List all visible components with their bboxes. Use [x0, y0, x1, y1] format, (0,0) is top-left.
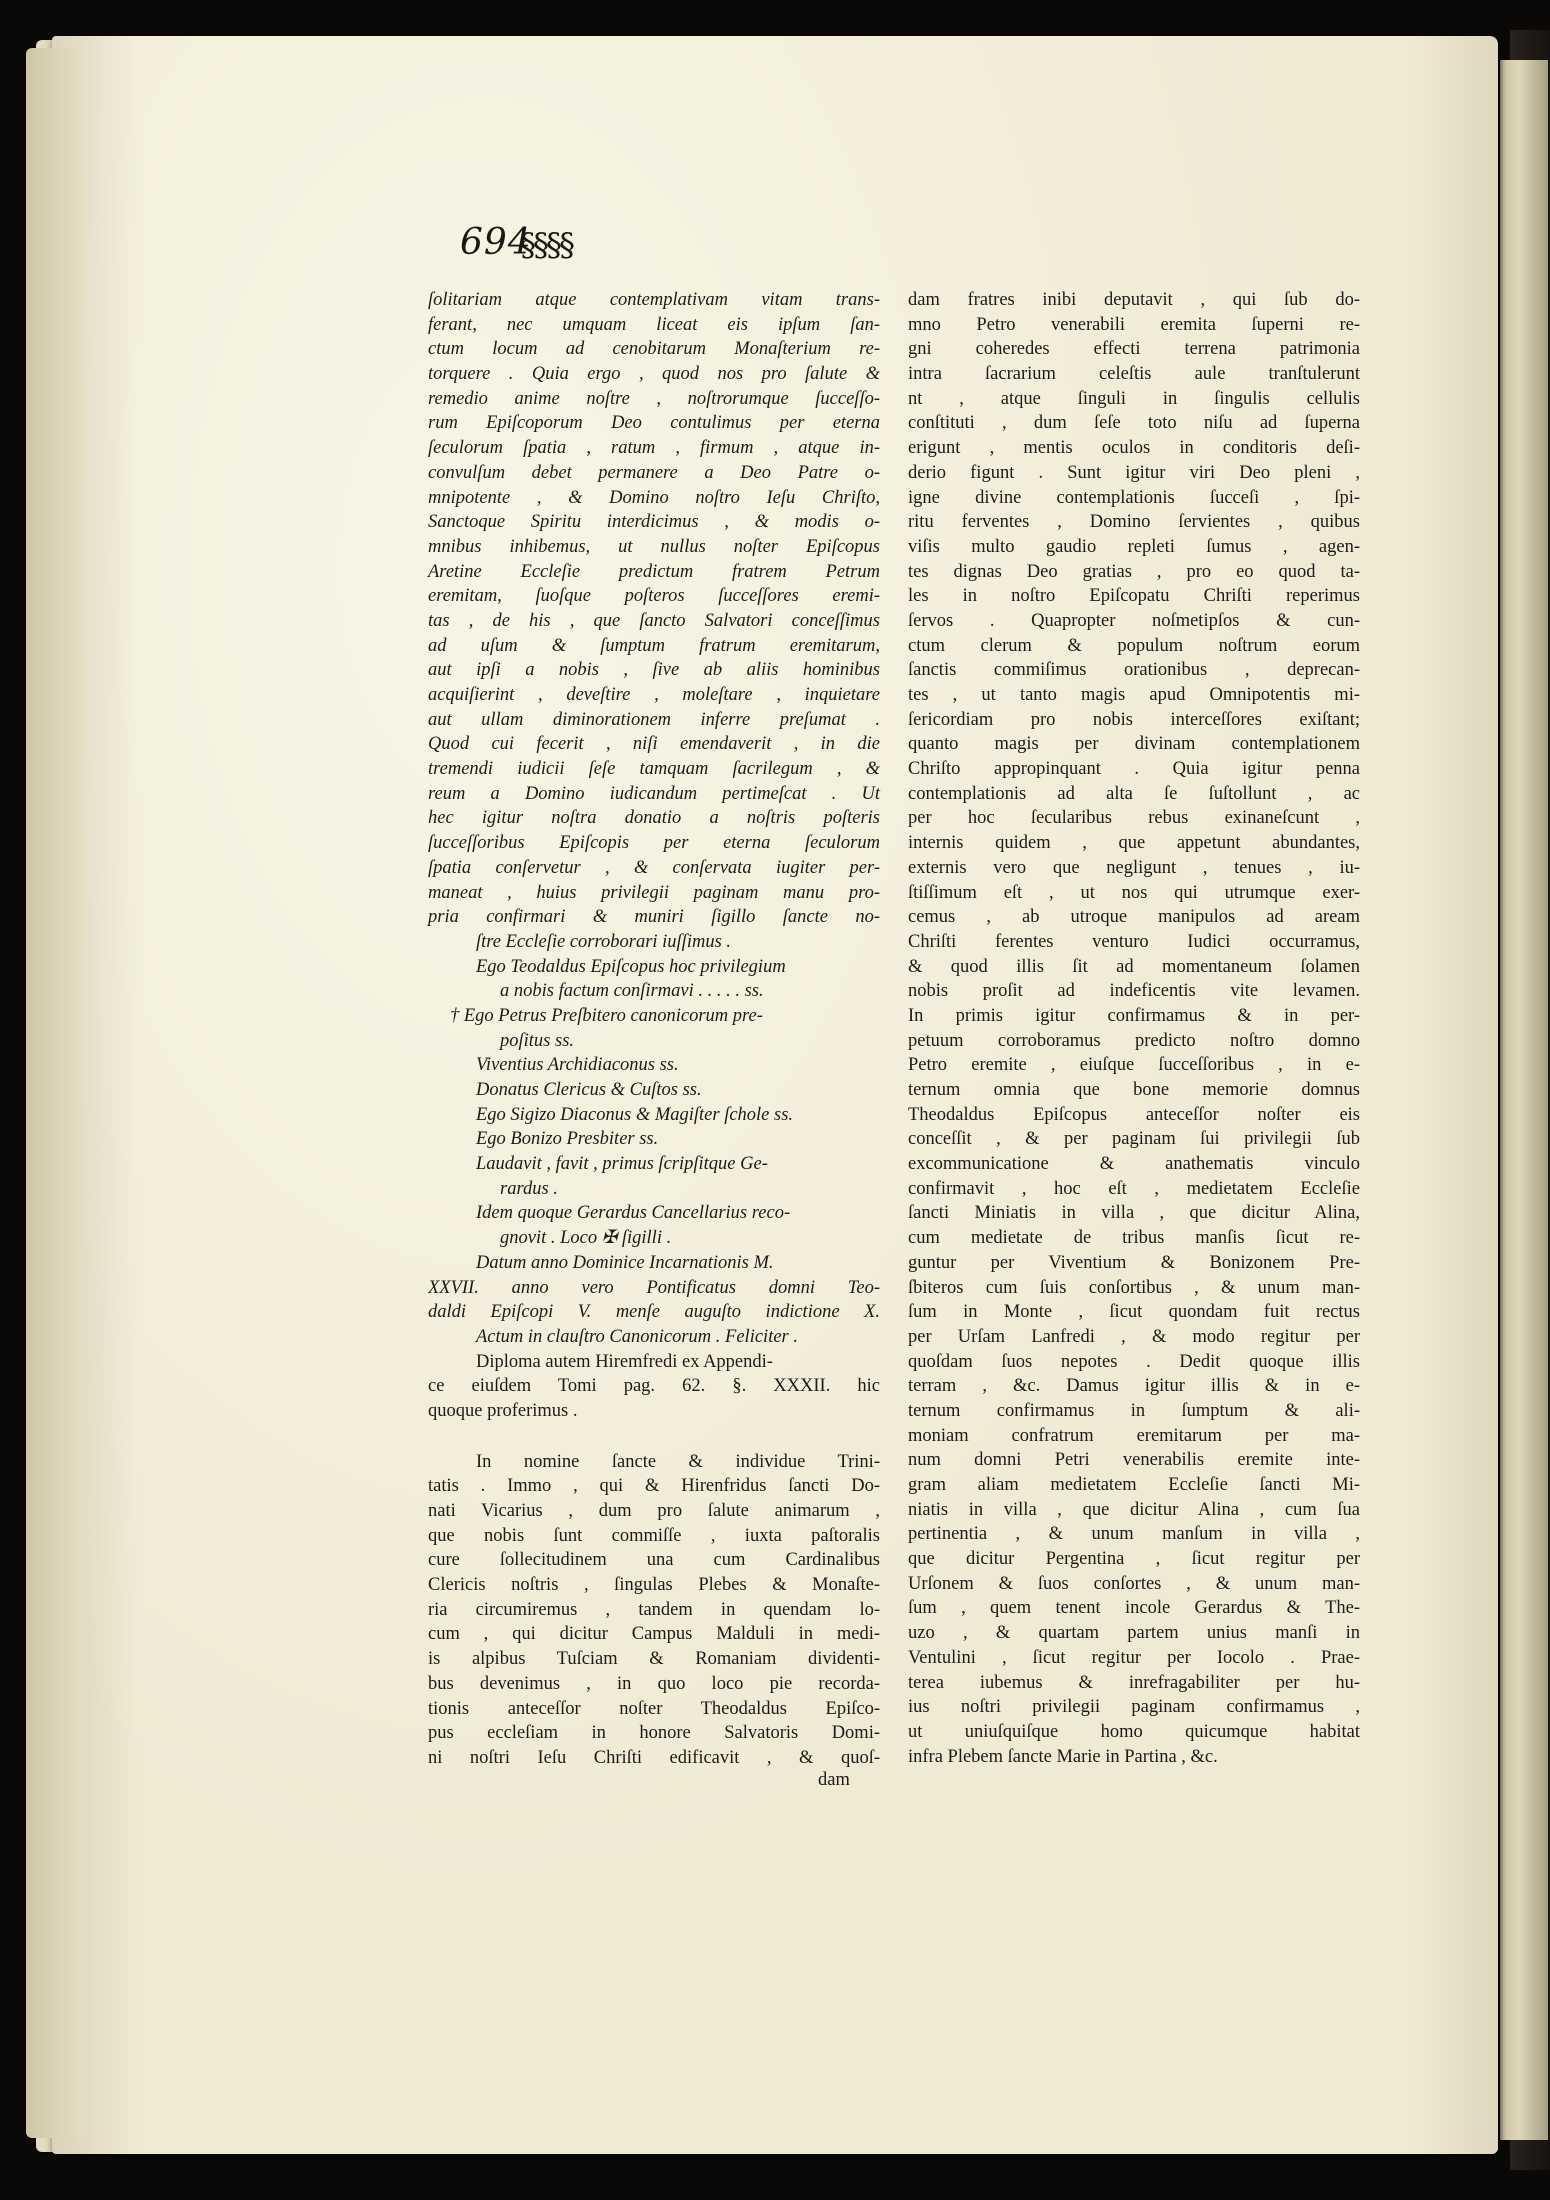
- right-column-line: quanto magis per divinam contemplationem: [908, 734, 1360, 755]
- right-column-line: terea iubemus & inrefragabiliter per hu-: [908, 1672, 1360, 1693]
- left-column-line: ſpatia conſervetur , & conſervata iugiter per-: [428, 857, 880, 878]
- right-column-line: les in noſtro Epiſcopatu Chriſti reperimus: [908, 586, 1360, 607]
- right-column-line: ius noſtri privilegii paginam confirmamus ,: [908, 1697, 1360, 1718]
- left-column-line: Ego Teodaldus Epiſcopus hoc privilegium: [476, 956, 786, 977]
- right-column-line: infra Plebem ſancte Marie in Partina , &c.: [908, 1746, 1218, 1767]
- right-column-line: niatis in villa , que dicitur Alina , cum ſua: [908, 1499, 1360, 1520]
- left-column-line: Diploma autem Hiremfredi ex Appendi-: [476, 1351, 773, 1372]
- left-column-line: ce eiuſdem Tomi pag. 62. §. XXXII. hic: [428, 1376, 880, 1397]
- left-column-line: Actum in clauſtro Canonicorum . Feliciter .: [476, 1326, 798, 1347]
- right-column-line: derio figunt . Sunt igitur viri Deo pleni ,: [908, 462, 1360, 483]
- right-column-line: cum medietate de tribus manſis ſicut re-: [908, 1228, 1360, 1249]
- right-column-line: quoſdam ſuos nepotes . Dedit quoque illis: [908, 1351, 1360, 1372]
- right-column-line: terram , &c. Damus igitur illis & in e-: [908, 1376, 1360, 1397]
- left-column-line: Laudavit , favit , primus ſcripſitque Ge-: [476, 1154, 768, 1175]
- left-column-line: † Ego Petrus Preſbitero canonicorum pre-: [450, 1005, 763, 1026]
- right-column-line: Chriſto appropinquant . Quia igitur penna: [908, 759, 1360, 780]
- right-column-line: conſtituti , dum ſeſe toto niſu ad ſuperna: [908, 413, 1360, 434]
- left-column-line: bus devenimus , in quo loco pie recorda-: [428, 1673, 880, 1694]
- left-column-line: ctum locum ad cenobitarum Monaſterium re-: [428, 339, 880, 360]
- left-column-line: tremendi iudicii ſeſe tamquam ſacrilegum , &: [428, 759, 880, 780]
- right-column-line: num domni Petri venerabilis eremite inte-: [908, 1450, 1360, 1471]
- right-column-line: viſis multo gaudio repleti ſumus , agen-: [908, 536, 1360, 557]
- left-column-line: Quod cui fecerit , niſi emendaverit , in die: [428, 734, 880, 755]
- left-column-line: ſucceſſoribus Epiſcopis per eterna ſeculorum: [428, 833, 880, 854]
- left-column-line: acquiſierint , deveſtire , moleſtare , inquietare: [428, 685, 880, 705]
- left-column-line: mnibus inhibemus, ut nullus noſter Epiſcopus: [428, 536, 880, 557]
- left-column-line: que nobis ſunt commiſſe , iuxta paſtoralis: [428, 1525, 880, 1546]
- right-column-line: ſum in Monte , ſicut quondam fuit rectus: [908, 1302, 1360, 1323]
- right-column-line: ſanctis commiſimus orationibus , deprecan-: [908, 660, 1360, 681]
- right-column-line: conceſſit , & per paginam ſui privilegii ſub: [908, 1129, 1360, 1150]
- left-column-line: Ego Bonizo Presbiter ss.: [476, 1129, 659, 1150]
- binding-strip: [26, 48, 84, 2138]
- left-column-line: aut ipſi a nobis , ſive ab aliis hominibus: [428, 660, 880, 681]
- left-column-line: quoque proferimus .: [428, 1400, 578, 1421]
- left-column-line: tionis anteceſſor noſter Theodaldus Epiſco-: [428, 1698, 880, 1719]
- right-column-line: contemplationis ad alta ſe ſuſtollunt , ac: [908, 783, 1360, 804]
- left-column-line: maneat , huius privilegii paginam manu pro-: [428, 882, 880, 903]
- right-column-line: ritu ferventes , Domino ſervientes , quibus: [908, 512, 1360, 533]
- right-column-line: Theodaldus Epiſcopus anteceſſor noſter eis: [908, 1104, 1360, 1125]
- right-column-line: excommunicatione & anathematis vinculo: [908, 1154, 1360, 1175]
- right-column-line: Ventulini , ſicut regitur per Iocolo . Prae-: [908, 1647, 1360, 1668]
- right-column-line: per Urſam Lanfredi , & modo regitur per: [908, 1326, 1360, 1347]
- right-column-line: nt , atque ſinguli in ſingulis cellulis: [908, 388, 1360, 409]
- right-column-line: gni coheredes effecti terrena patrimonia: [908, 339, 1360, 360]
- right-column-line: Chriſti ferentes venturo Iudici occurramus,: [908, 931, 1360, 952]
- catchword: dam: [818, 1770, 850, 1790]
- left-column-line: mnipotente , & Domino noſtro Ieſu Chriſto,: [428, 487, 880, 508]
- left-column-line: aut ullam diminorationem inferre preſumat .: [428, 709, 880, 730]
- left-column-line: nati Vicarius , dum pro ſalute animarum ,: [428, 1501, 880, 1521]
- right-column-line: Petro eremite , eiuſque ſucceſſoribus , in e-: [908, 1055, 1360, 1076]
- left-column-line: ni noſtri Ieſu Chriſti edificavit , & quoſ-: [428, 1747, 880, 1768]
- right-column-line: ſervos . Quapropter noſmetipſos & cun-: [908, 610, 1360, 631]
- right-column-line: dam fratres inibi deputavit , qui ſub do-: [908, 290, 1360, 310]
- left-column-line: gnovit . Loco ✠ ſigilli .: [500, 1228, 672, 1249]
- left-column-line: eremitam, ſuoſque poſteros ſucceſſores eremi-: [428, 586, 880, 607]
- right-column-line: gram aliam medietatem Eccleſie ſancti Mi-: [908, 1475, 1360, 1495]
- right-column-line: intra ſacrarium celeſtis aule tranſtulerunt: [908, 364, 1360, 385]
- right-column: [908, 288, 1360, 1769]
- right-column-line: ctum clerum & populum noſtrum eorum: [908, 635, 1360, 656]
- left-column-line: XXVII. anno vero Pontificatus domni Teo-: [428, 1277, 880, 1298]
- left-column-line: pria confirmari & muniri ſigillo ſancte no-: [428, 907, 880, 928]
- left-column-line: Clericis noſtris , ſingulas Plebes & Monaſte-: [428, 1575, 880, 1596]
- left-column-line: tas , de his , que ſancto Salvatori conceſſimus: [428, 610, 880, 631]
- right-column-line: petuum corroboramus predicto noſtro domno: [908, 1030, 1360, 1051]
- left-column-line: is alpibus Tuſciam & Romaniam dividenti-: [428, 1649, 880, 1670]
- left-column-line: In nomine ſancte & individue Trini-: [476, 1451, 880, 1472]
- left-column-line: ſeculorum ſpatia , ratum , firmum , atque in-: [428, 438, 880, 459]
- left-column-line: torquere . Quia ergo , quod nos pro ſalute &: [428, 364, 880, 385]
- right-column-line: In primis igitur confirmamus & in per-: [908, 1005, 1360, 1026]
- right-column-line: nobis proſit ad indeficentis vite levamen.: [908, 981, 1360, 1002]
- left-column-line: ferant, nec umquam liceat eis ipſum ſan-: [428, 314, 880, 335]
- left-column-line: ria circumiremus , tandem in quendam lo-: [428, 1599, 880, 1620]
- right-column-line: erigunt , mentis oculos in conditoris deſi-: [908, 438, 1360, 459]
- left-column-line: ad uſum & ſumptum fratrum eremitarum,: [428, 635, 880, 656]
- right-column-line: Urſonem & ſuos conſortes , & unum man-: [908, 1573, 1360, 1594]
- right-column-line: confirmavit , hoc eſt , medietatem Eccleſie: [908, 1178, 1360, 1199]
- right-column-line: tes , ut tanto magis apud Omnipotentis mi-: [908, 685, 1360, 705]
- right-column-line: que dicitur Pergentina , ſicut regitur per: [908, 1549, 1360, 1570]
- left-column-line: Aretine Eccleſie predictum fratrem Petrum: [428, 561, 880, 582]
- right-column-line: cemus , ab utroque manipulos ad aream: [908, 907, 1360, 928]
- left-column-line: Idem quoque Gerardus Cancellarius reco-: [476, 1203, 791, 1224]
- page-number-ornament: §§§§: [520, 226, 572, 264]
- right-column-line: pertinentia , & unum manſum in villa ,: [908, 1524, 1360, 1545]
- left-column-line: tatis . Immo , qui & Hirenfridus ſancti Do-: [428, 1476, 880, 1497]
- right-column-line: ſancti Miniatis in villa , que dicitur Alina,: [908, 1203, 1360, 1224]
- left-column-line: reum a Domino iudicandum pertimeſcat . Ut: [428, 783, 880, 804]
- left-column-line: Sanctoque Spiritu interdicimus , & modis o-: [428, 512, 880, 533]
- right-column-line: & quod illis ſit ad momentaneum ſolamen: [908, 956, 1360, 977]
- right-column-line: externis vero que negligunt , tenues , iu-: [908, 857, 1360, 878]
- left-column-line: pus eccleſiam in honore Salvatoris Domi-: [428, 1723, 880, 1744]
- paragraph-gap: [428, 1424, 880, 1450]
- right-column-line: internis quidem , que appetunt abundantes,: [908, 833, 1360, 854]
- left-column-line: convulſum debet permanere a Deo Patre o-: [428, 462, 880, 483]
- left-column-line: Donatus Clericus & Cuſtos ss.: [476, 1080, 702, 1100]
- right-column-line: tes dignas Deo gratias , pro eo quod ta-: [908, 561, 1360, 582]
- left-column: [428, 288, 880, 1771]
- right-column-line: ſum , quem tenent incole Gerardus & The-: [908, 1598, 1360, 1619]
- right-column-line: ſbiteros cum ſuis conſortibus , & unum man-: [908, 1277, 1360, 1298]
- page-edges: [1500, 60, 1548, 2140]
- right-column-line: igne divine contemplationis ſucceſi , ſpi-: [908, 487, 1360, 508]
- left-column-line: rardus .: [500, 1178, 558, 1199]
- right-column-line: ternum omnia que bone memorie domnus: [908, 1080, 1360, 1100]
- left-column-line: cum , qui dicitur Campus Malduli in medi-: [428, 1624, 880, 1645]
- right-column-line: ſtiſſimum eſt , ut nos qui utrumque exer-: [908, 882, 1360, 903]
- left-column-line: Ego Sigizo Diaconus & Magiſter ſchole ss.: [476, 1104, 794, 1125]
- left-column-line: hec igitur noſtra donatio a noſtris poſteris: [428, 808, 880, 829]
- left-column-line: ſolitariam atque contemplativam vitam trans-: [428, 290, 880, 310]
- right-column-line: uzo , & quartam partem unius manſi in: [908, 1623, 1360, 1644]
- left-column-line: cure ſollecitudinem una cum Cardinalibus: [428, 1550, 880, 1571]
- page-number: 694: [460, 222, 532, 263]
- left-column-line: daldi Epiſcopi V. menſe auguſto indictione X.: [428, 1302, 880, 1323]
- left-column-line: poſitus ss.: [500, 1030, 575, 1051]
- right-column-line: guntur per Viventium & Bonizonem Pre-: [908, 1252, 1360, 1273]
- left-column-line: rum Epiſcoporum Deo contulimus per eterna: [428, 413, 880, 434]
- right-column-line: ut uniuſquiſque homo quicumque habitat: [908, 1721, 1360, 1742]
- left-column-line: Viventius Archidiaconus ss.: [476, 1055, 679, 1076]
- right-column-line: mno Petro venerabili eremita ſuperni re-: [908, 314, 1360, 335]
- left-column-line: Datum anno Dominice Incarnationis M.: [476, 1252, 774, 1273]
- right-column-line: per hoc ſecularibus rebus exinaneſcunt ,: [908, 808, 1360, 829]
- right-column-line: moniam confratrum eremitarum per ma-: [908, 1425, 1360, 1446]
- left-column-line: a nobis factum conſirmavi . . . . . ss.: [500, 981, 764, 1002]
- left-column-line: remedio anime noſtre , noſtrorumque ſucceſſo-: [428, 388, 880, 409]
- right-column-line: ternum confirmamus in ſumptum & ali-: [908, 1400, 1360, 1421]
- right-column-line: ſericordiam pro nobis interceſſores exiſtant;: [908, 709, 1360, 730]
- left-column-line: ſtre Eccleſie corroborari iuſſimus .: [476, 931, 732, 952]
